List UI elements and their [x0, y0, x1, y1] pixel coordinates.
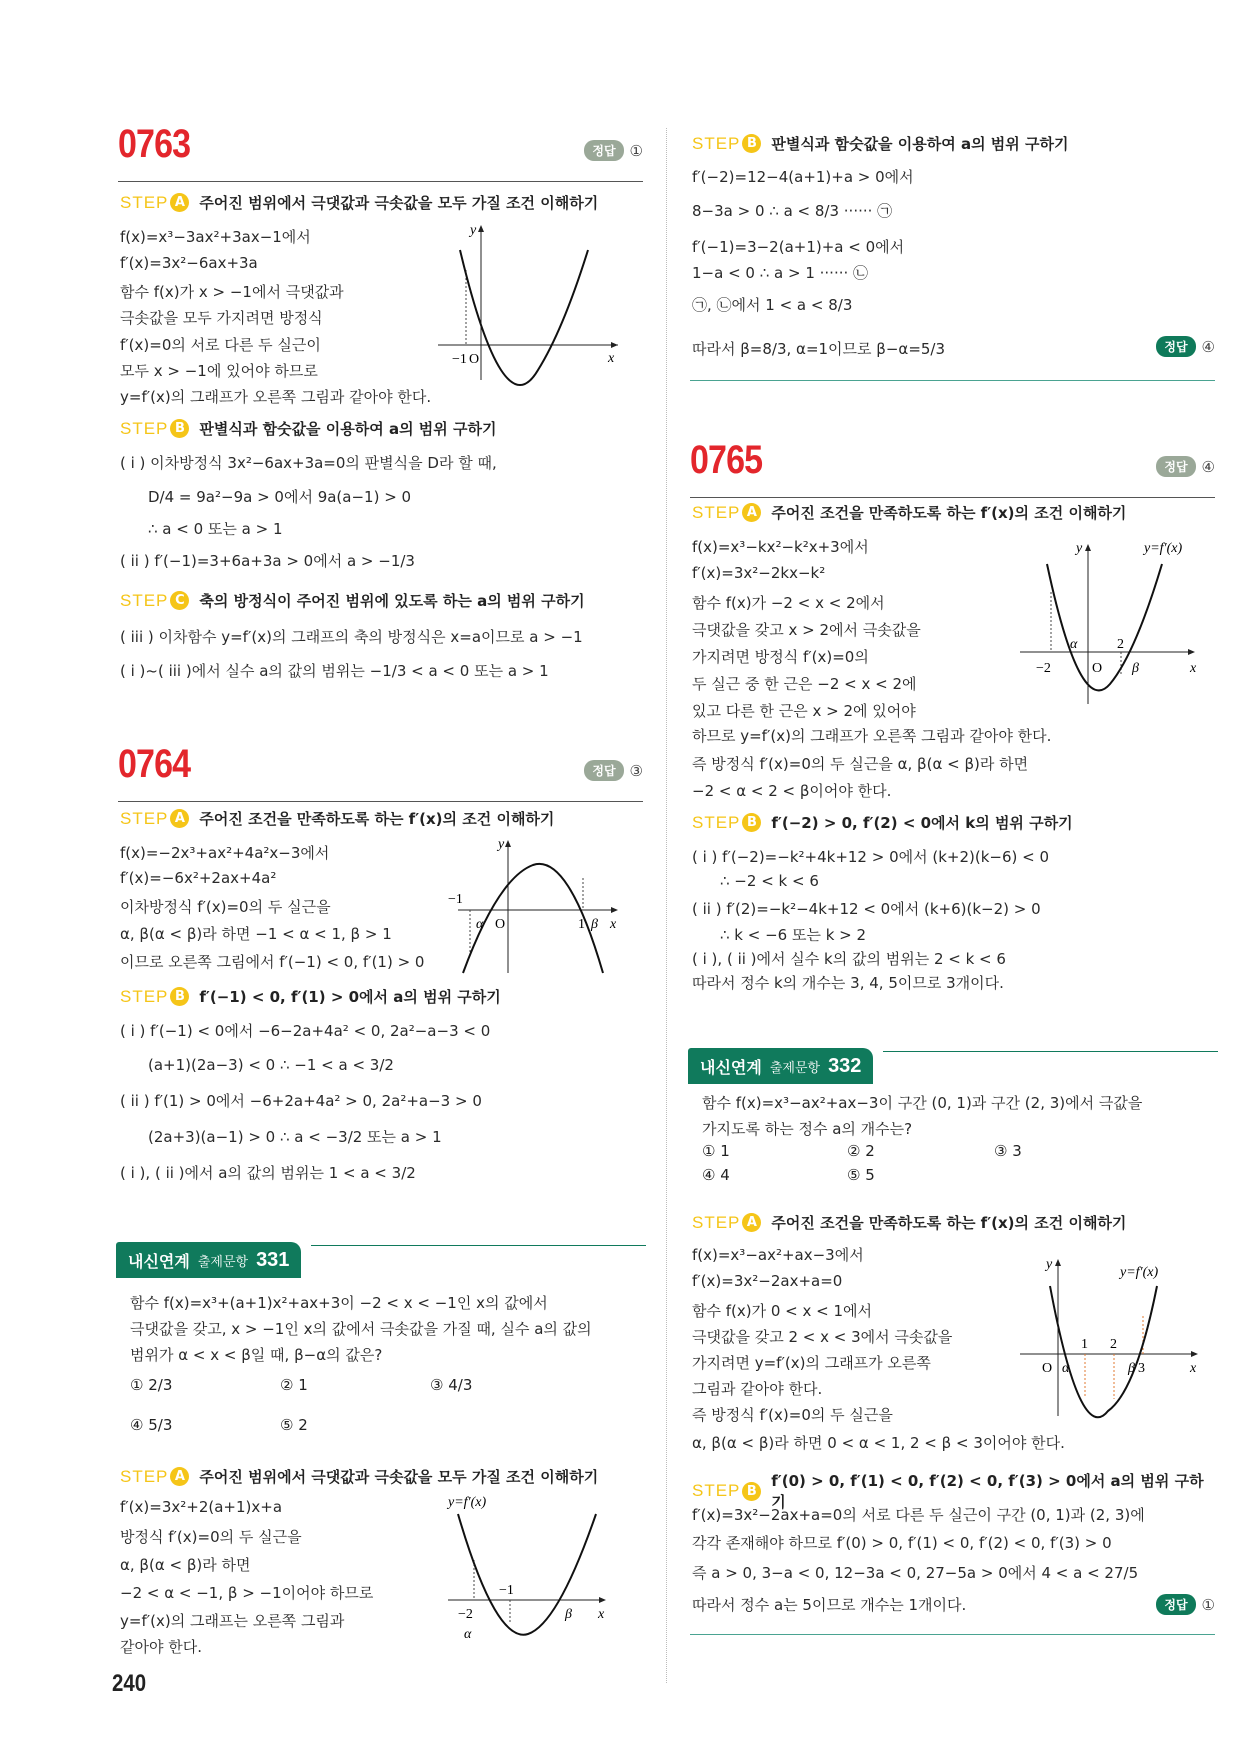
text-line: α, β(α < β)라 하면 0 < α < 1, 2 < β < 3이어야 한다.	[692, 1434, 1065, 1452]
question-line: 범위가 α < x < β일 때, β−α의 값은?	[130, 1346, 383, 1364]
text-line: α, β(α < β)라 하면	[120, 1556, 251, 1574]
step-title: 판별식과 함숫값을 이용하여 a의 범위 구하기	[199, 420, 497, 438]
text-line: f(x)=x³−kx²−k²x+3에서	[692, 538, 869, 556]
text-line: 함수 f(x)가 −2 < x < 2에서	[692, 594, 885, 612]
text-line: D/4 = 9a²−9a > 0에서 9a(a−1) > 0	[148, 488, 412, 506]
text-line: 즉 방정식 f′(x)=0의 두 실근을 α, β(α < β)라 하면	[692, 755, 1029, 773]
text-line: 각각 존재해야 하므로 f′(0) > 0, f′(1) < 0, f′(2) < 0, f′(3) > 0	[692, 1534, 1112, 1552]
section-rule	[883, 1051, 1218, 1052]
answer-pill: 정답	[584, 760, 623, 781]
answer-badge	[584, 760, 643, 781]
text-line: ∴ −2 < k < 6	[720, 872, 819, 890]
choice-5[interactable]: ⑤ 2	[280, 1416, 308, 1434]
problem-header-0765	[690, 438, 1215, 498]
step-b-0764	[120, 986, 501, 1007]
text-line: ( i ), ( ii )에서 실수 k의 값의 범위는 2 < k < 6	[692, 950, 1006, 968]
step-a-332	[692, 1212, 1126, 1233]
step-badge-icon: B	[742, 134, 761, 153]
root-label-alpha: α	[1070, 637, 1078, 652]
tick-label: 1	[1081, 1337, 1088, 1352]
choice-3[interactable]: ③ 4/3	[430, 1376, 473, 1394]
column-divider	[666, 128, 667, 1683]
question-line: 가지도록 하는 정수 a의 개수는?	[702, 1120, 913, 1138]
text-line: (a+1)(2a−3) < 0 ∴ −1 < a < 3/2	[148, 1056, 394, 1074]
text-line: ( i )~( iii )에서 실수 a의 값의 범위는 −1/3 < a < 0 또는 a > 1	[120, 662, 549, 680]
text-line: (2a+3)(a−1) > 0 ∴ a < −3/2 또는 a > 1	[148, 1128, 442, 1146]
page-number: 240	[112, 1670, 147, 1697]
text-line: ( i ), ( ii )에서 a의 값의 범위는 1 < a < 3/2	[120, 1164, 416, 1182]
text-line: ( i ) 이차방정식 3x²−6ax+3a=0의 판별식을 D라 할 때,	[120, 454, 497, 472]
question-line: 함수 f(x)=x³+(a+1)x²+ax+3이 −2 < x < −1인 x의 값에서	[130, 1294, 548, 1312]
answer-pill: 정답	[1156, 336, 1195, 357]
related-problem-header-332	[688, 1048, 1218, 1084]
step-title: f′(0) > 0, f′(1) < 0, f′(2) < 0, f′(3) > 0에서 a의 범위 구하기	[771, 1472, 1204, 1511]
tick-label: −1	[448, 892, 463, 907]
step-title: 주어진 조건을 만족하도록 하는 f′(x)의 조건 이해하기	[199, 810, 555, 828]
text-line: 있고 다른 한 근은 x > 2에 있어야	[692, 702, 916, 720]
text-line: 모두 x > −1에 있어야 하므로	[120, 362, 318, 380]
root-label-beta: β	[565, 1607, 572, 1622]
text-line: ( ii ) f′(−1)=3+6a+3a > 0에서 a > −1/3	[120, 552, 415, 570]
tick-label: 1	[578, 917, 585, 932]
section-end-rule	[690, 1634, 1215, 1635]
root-label-beta: β	[591, 917, 598, 932]
step-title: 주어진 조건을 만족하도록 하는 f′(x)의 조건 이해하기	[771, 1214, 1127, 1232]
text-line: f(x)=−2x³+ax²+4a²x−3에서	[120, 844, 330, 862]
axis-label-x: x	[608, 351, 615, 366]
origin-label: O	[1092, 661, 1103, 676]
step-badge-icon: B	[742, 1482, 761, 1501]
text-line: ∴ a < 0 또는 a > 1	[148, 520, 283, 538]
step-badge-icon: B	[170, 987, 189, 1006]
text-line: 8−3a > 0 ∴ a < 8/3 ······ ㉠	[692, 202, 893, 220]
step-badge-icon: A	[742, 1213, 761, 1232]
answer-value: ①	[1201, 1595, 1215, 1614]
step-title: 주어진 범위에서 극댓값과 극솟값을 모두 가질 조건 이해하기	[199, 194, 599, 212]
tick-label: 2	[1117, 637, 1124, 652]
text-line: α, β(α < β)라 하면 −1 < α < 1, β > 1	[120, 925, 392, 943]
step-word: STEP	[692, 1481, 741, 1500]
section-end-rule	[690, 380, 1215, 381]
root-label-alpha: α	[464, 1627, 472, 1642]
tick-label: −1	[499, 1583, 514, 1598]
step-badge-icon: A	[170, 809, 189, 828]
root-label-alpha: α	[1062, 1361, 1070, 1376]
tick-label: −2	[458, 1607, 473, 1622]
answer-pill: 정답	[1156, 456, 1195, 477]
problem-number: 0763	[118, 122, 191, 166]
step-word: STEP	[120, 590, 169, 610]
step-title: 주어진 범위에서 극댓값과 극솟값을 모두 가질 조건 이해하기	[199, 1468, 599, 1486]
answer-badge	[1156, 456, 1215, 477]
text-line: 극솟값을 모두 가지려면 방정식	[120, 309, 323, 327]
step-title: 주어진 조건을 만족하도록 하는 f′(x)의 조건 이해하기	[771, 504, 1127, 522]
section-rule	[311, 1245, 646, 1246]
section-tab	[688, 1048, 873, 1084]
section-brand: 내신연계	[700, 1057, 762, 1077]
section-number: 332	[828, 1054, 862, 1077]
text-line: 함수 f(x)가 0 < x < 1에서	[692, 1302, 873, 1320]
step-title: f′(−1) < 0, f′(1) > 0에서 a의 범위 구하기	[199, 988, 501, 1006]
choice-1[interactable]: ① 1	[702, 1142, 730, 1160]
axis-label-x: x	[1190, 661, 1197, 676]
tick-label: 2	[1110, 1337, 1117, 1352]
text-line: y=f′(x)의 그래프는 오른쪽 그림과	[120, 1612, 345, 1630]
step-word: STEP	[120, 808, 169, 828]
curve-label: y=f′(x)	[1120, 1265, 1159, 1280]
step-a-0764	[120, 808, 554, 829]
axis-label-y: y	[498, 837, 505, 852]
text-line: ( ii ) f′(1) > 0에서 −6+2a+4a² > 0, 2a²+a−3 > 0	[120, 1092, 482, 1110]
choice-2[interactable]: ② 1	[280, 1376, 308, 1394]
text-line: f′(x)=0의 서로 다른 두 실근이	[120, 336, 321, 354]
origin-label: O	[469, 352, 480, 367]
text-line: −2 < α < −1, β > −1이어야 하므로	[120, 1584, 374, 1602]
text-line: f′(x)=3x²−2kx−k²	[692, 564, 826, 582]
axis-label-x: x	[1190, 1361, 1197, 1376]
text-line: f′(x)=3x²−6ax+3a	[120, 254, 258, 272]
step-word: STEP	[692, 133, 741, 153]
graph-0764	[448, 837, 628, 982]
answer-badge	[584, 140, 643, 161]
related-problem-header-331	[116, 1242, 646, 1278]
graph-332	[1020, 1256, 1220, 1420]
text-line: 따라서 정수 k의 개수는 3, 4, 5이므로 3개이다.	[692, 974, 1004, 992]
step-word: STEP	[120, 1466, 169, 1486]
answer-badge-331	[1156, 336, 1215, 357]
root-label-beta: β	[1132, 661, 1139, 676]
text-line: 하므로 y=f′(x)의 그래프가 오른쪽 그림과 같아야 한다.	[692, 727, 1052, 745]
text-line: y=f′(x)의 그래프가 오른쪽 그림과 같아야 한다.	[120, 388, 432, 406]
text-line: 두 실근 중 한 근은 −2 < x < 2에	[692, 675, 917, 693]
step-badge-icon: B	[742, 813, 761, 832]
text-line: f′(x)=3x²−2ax+a=0	[692, 1272, 843, 1290]
text-line: 가지려면 y=f′(x)의 그래프가 오른쪽	[692, 1354, 931, 1372]
step-word: STEP	[692, 1212, 741, 1232]
problem-header-0763	[118, 122, 643, 182]
tick-label: −1	[452, 352, 467, 367]
step-badge-icon: C	[170, 591, 189, 610]
problem-number: 0765	[690, 438, 763, 482]
curve-label: y=f′(x)	[448, 1495, 487, 1510]
graph-331	[448, 1494, 618, 1648]
choice-4[interactable]: ④ 5/3	[130, 1416, 173, 1434]
choice-1[interactable]: ① 2/3	[130, 1376, 173, 1394]
tick-label: 3	[1138, 1361, 1145, 1376]
section-number: 331	[256, 1248, 290, 1271]
root-label-alpha: α	[476, 917, 484, 932]
step-word: STEP	[692, 502, 741, 522]
choice-4[interactable]: ④ 4	[702, 1166, 730, 1184]
text-line: 즉 방정식 f′(x)=0의 두 실근을	[692, 1406, 893, 1424]
text-line: f′(x)=3x²−2ax+a=0의 서로 다른 두 실근이 구간 (0, 1)과 (2, 3)에	[692, 1506, 1145, 1524]
text-line: ㉠, ㉡에서 1 < a < 8/3	[692, 296, 853, 314]
step-word: STEP	[120, 192, 169, 212]
step-title: f′(−2) > 0, f′(2) < 0에서 k의 범위 구하기	[771, 814, 1073, 832]
text-line: ( i ) f′(−2)=−k²+4k+12 > 0에서 (k+2)(k−6) < 0	[692, 848, 1050, 866]
text-line: ( iii ) 이차함수 y=f′(x)의 그래프의 축의 방정식은 x=a이므로 a > −1	[120, 628, 583, 646]
axis-label-y: y	[1046, 1257, 1053, 1272]
origin-label: O	[1042, 1361, 1053, 1376]
text-line: f′(x)=−6x²+2ax+4a²	[120, 869, 277, 887]
text-line: f′(x)=3x²+2(a+1)x+a	[120, 1498, 283, 1516]
step-title: 판별식과 함숫값을 이용하여 a의 범위 구하기	[771, 135, 1069, 153]
section-tab	[116, 1242, 301, 1278]
text-line: 같아야 한다.	[120, 1638, 202, 1656]
step-a-0765	[692, 502, 1126, 523]
step-b-0763	[120, 418, 496, 439]
tick-label: −2	[1036, 661, 1051, 676]
text-line: 따라서 β=8/3, α=1이므로 β−α=5/3	[692, 340, 946, 358]
answer-value: ④	[1201, 337, 1215, 356]
answer-pill: 정답	[1156, 1594, 1195, 1615]
axis-label-y: y	[1076, 541, 1083, 556]
text-line: f′(−2)=12−4(a+1)+a > 0에서	[692, 168, 914, 186]
step-word: STEP	[120, 986, 169, 1006]
text-line: ∴ k < −6 또는 k > 2	[720, 926, 867, 944]
text-line: 즉 a > 0, 3−a < 0, 12−3a < 0, 27−5a > 0에서 4 < a < 27/5	[692, 1564, 1139, 1582]
text-line: ( i ) f′(−1) < 0에서 −6−2a+4a² < 0, 2a²−a−3 < 0	[120, 1022, 491, 1040]
section-brand: 내신연계	[128, 1251, 190, 1271]
step-a-331	[120, 1466, 598, 1487]
graph-0765	[1020, 534, 1220, 708]
answer-value: ③	[629, 761, 643, 780]
step-b-0765	[692, 812, 1073, 833]
problem-number: 0764	[118, 742, 191, 786]
answer-pill: 정답	[584, 140, 623, 161]
text-line: 극댓값을 갖고 2 < x < 3에서 극솟값을	[692, 1328, 953, 1346]
text-line: 이므로 오른쪽 그림에서 f′(−1) < 0, f′(1) > 0	[120, 953, 425, 971]
section-sub: 출제문항	[197, 1254, 249, 1270]
text-line: 이차방정식 f′(x)=0의 두 실근을	[120, 898, 331, 916]
choice-5[interactable]: ⑤ 5	[847, 1166, 875, 1184]
step-badge-icon: A	[170, 1467, 189, 1486]
section-sub: 출제문항	[769, 1060, 821, 1076]
step-title: 축의 방정식이 주어진 범위에 있도록 하는 a의 범위 구하기	[199, 592, 585, 610]
text-line: 극댓값을 갖고 x > 2에서 극솟값을	[692, 621, 921, 639]
curve-label: y=f′(x)	[1144, 541, 1183, 556]
answer-badge-332	[1156, 1594, 1215, 1615]
root-label-beta: β	[1128, 1361, 1135, 1376]
text-line: 함수 f(x)가 x > −1에서 극댓값과	[120, 283, 344, 301]
step-word: STEP	[692, 812, 741, 832]
text-line: f(x)=x³−3ax²+3ax−1에서	[120, 228, 311, 246]
text-line: f′(−1)=3−2(a+1)+a < 0에서	[692, 238, 905, 256]
question-line: 함수 f(x)=x³−ax²+ax−3이 구간 (0, 1)과 구간 (2, 3)에서 극값을	[702, 1094, 1143, 1112]
axis-label-x: x	[598, 1607, 605, 1622]
origin-label: O	[495, 917, 506, 932]
step-b-331	[692, 133, 1068, 154]
step-word: STEP	[120, 418, 169, 438]
choice-2[interactable]: ② 2	[847, 1142, 875, 1160]
text-line: −2 < α < 2 < β이어야 한다.	[692, 782, 892, 800]
answer-value: ④	[1201, 457, 1215, 476]
text-line: 1−a < 0 ∴ a > 1 ······ ㉡	[692, 264, 869, 282]
graph-0763	[438, 220, 628, 384]
choice-3[interactable]: ③ 3	[994, 1142, 1022, 1160]
text-line: 방정식 f′(x)=0의 두 실근을	[120, 1528, 302, 1546]
axis-label-y: y	[470, 223, 477, 238]
text-line: f(x)=x³−ax²+ax−3에서	[692, 1246, 864, 1264]
text-line: 따라서 정수 a는 5이므로 개수는 1개이다.	[692, 1596, 967, 1614]
step-badge-icon: B	[170, 419, 189, 438]
text-line: 그림과 같아야 한다.	[692, 1380, 823, 1398]
step-badge-icon: A	[742, 503, 761, 522]
question-line: 극댓값을 갖고, x > −1인 x의 값에서 극솟값을 가질 때, 실수 a의 값의	[130, 1320, 592, 1338]
answer-value: ①	[629, 141, 643, 160]
text-line: 가지려면 방정식 f′(x)=0의	[692, 648, 869, 666]
axis-label-x: x	[610, 917, 617, 932]
problem-header-0764	[118, 742, 643, 802]
step-c-0763	[120, 590, 585, 611]
step-badge-icon: A	[170, 193, 189, 212]
text-line: ( ii ) f′(2)=−k²−4k+12 < 0에서 (k+6)(k−2) > 0	[692, 900, 1041, 918]
step-a-0763	[120, 192, 598, 213]
